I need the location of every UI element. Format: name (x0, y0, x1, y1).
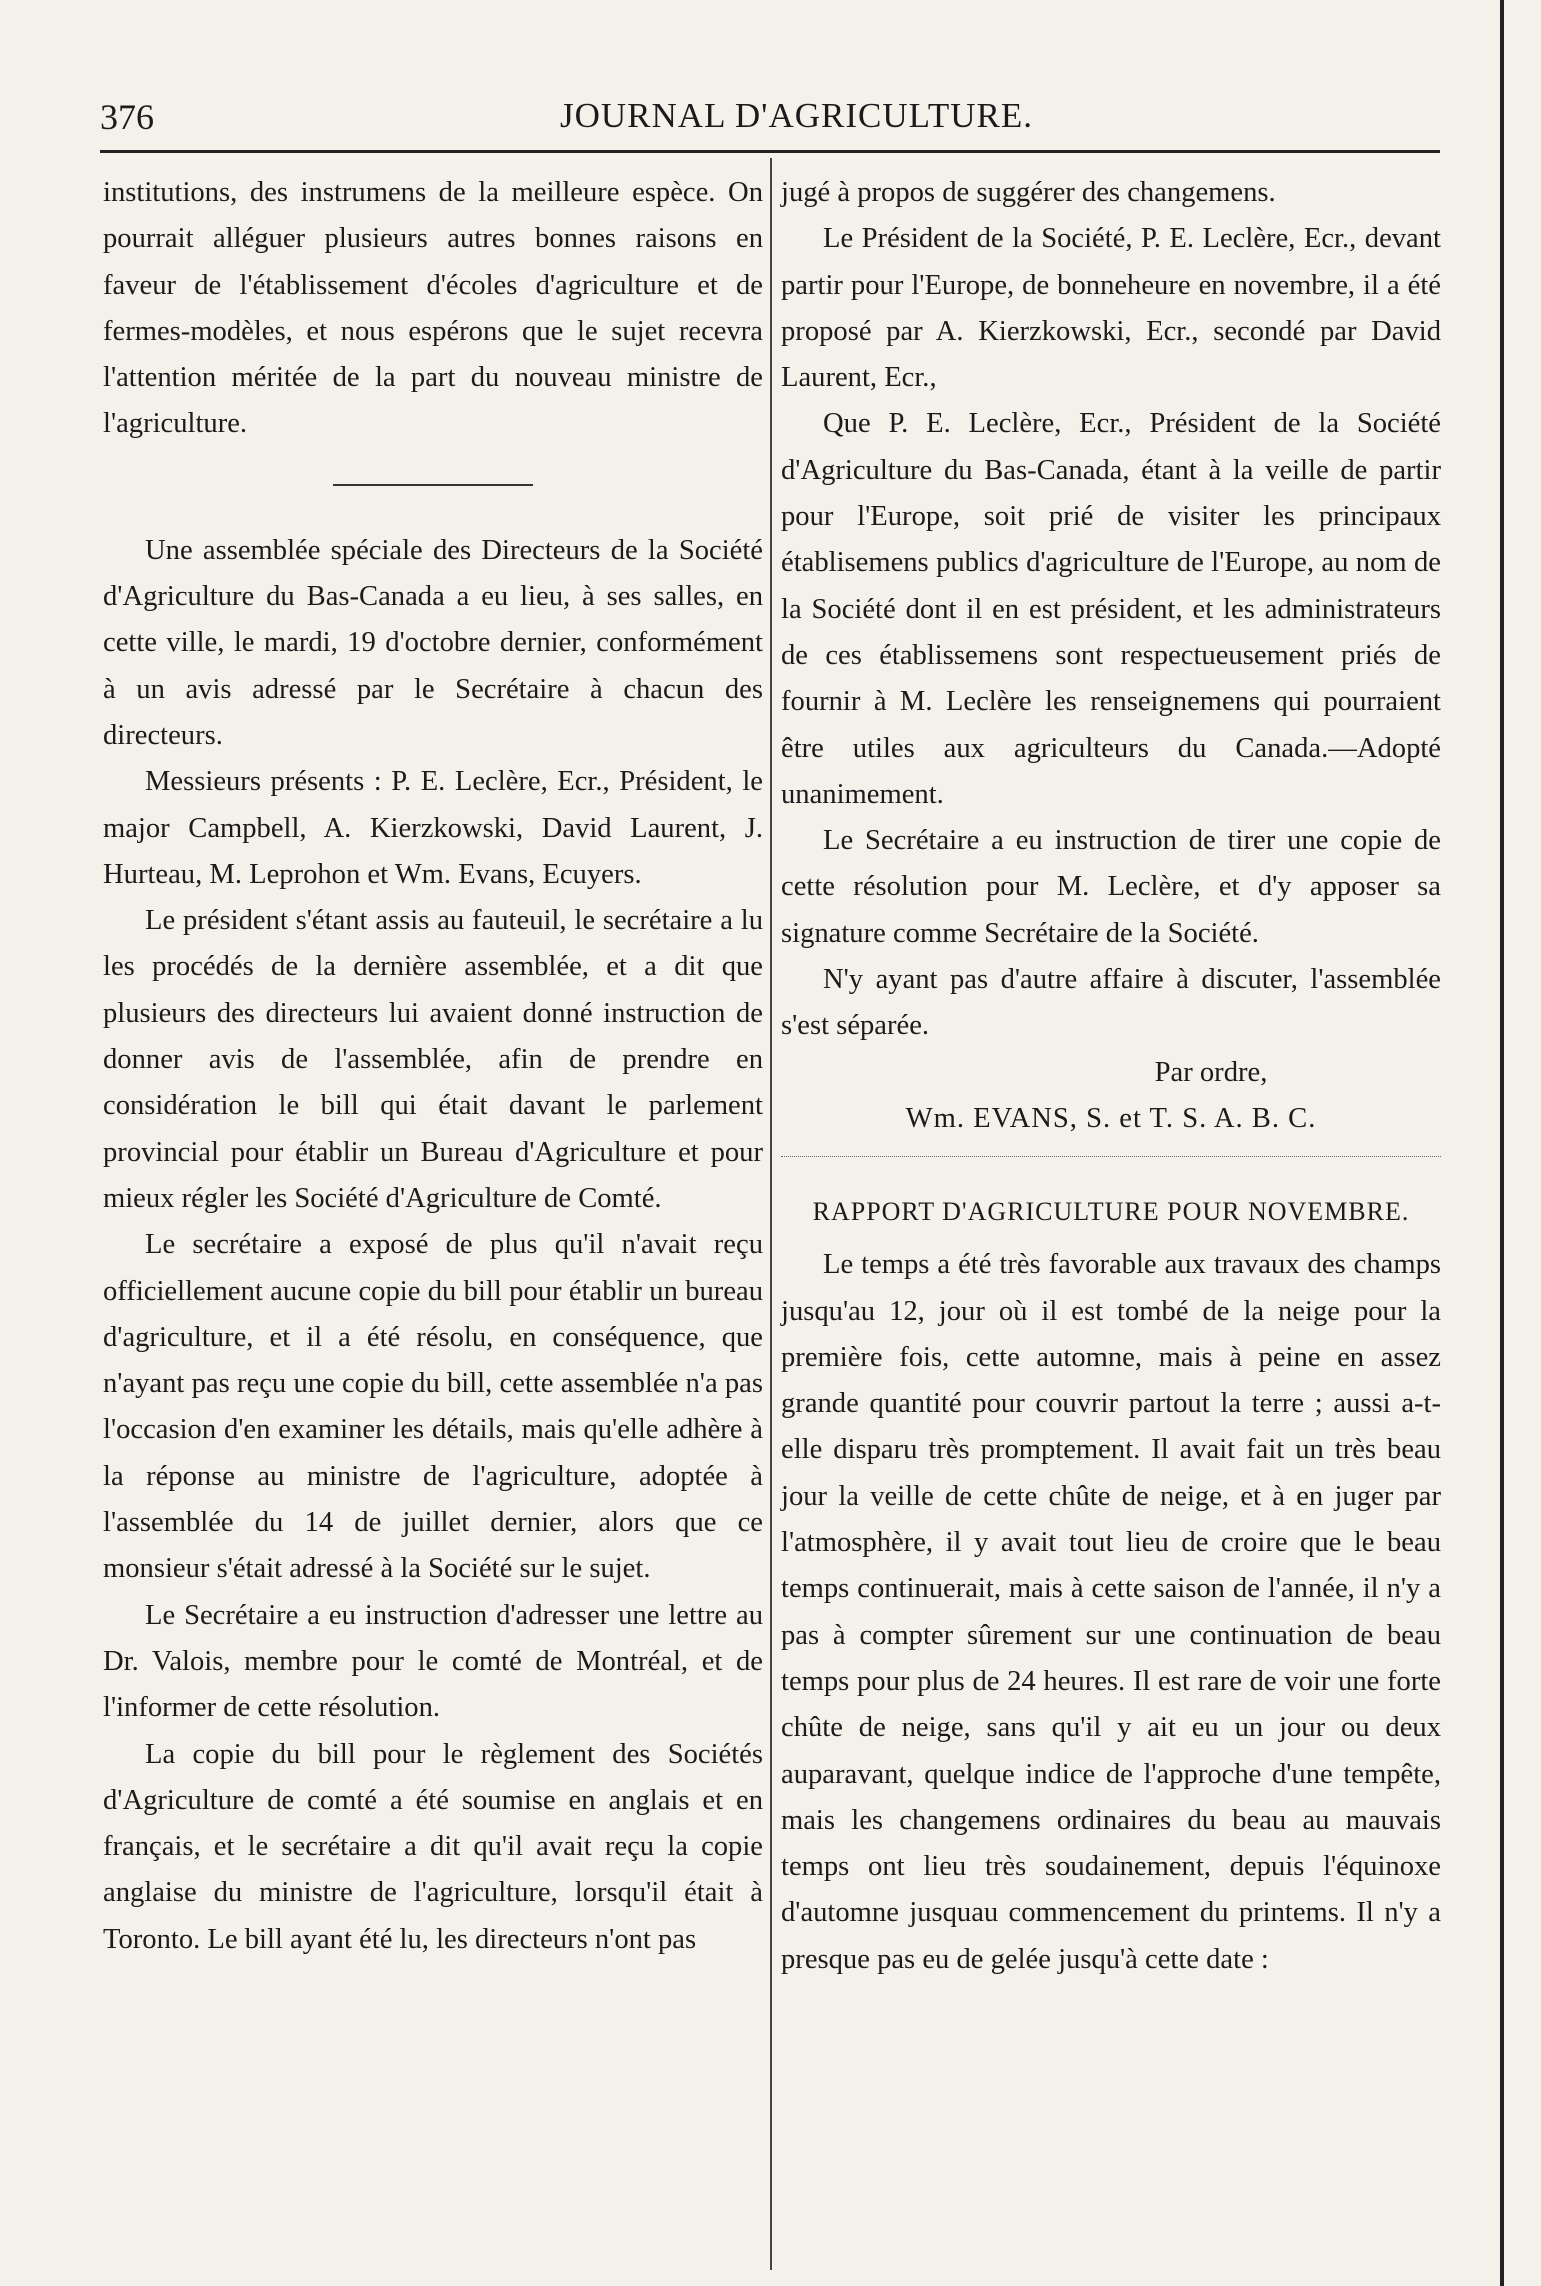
paragraph-weather-report: Le temps a été très favorable aux travaux des champs jusqu'au 12, jour où il est tombé de la neige pour la première fois, cette automne, mais à peine en assez grande quantité pour couvrir partout la terre ; aussi a-t-elle disparu très promptement. Il avait fait un très beau jour la veille de cette chûte de neige, et à en juger par l'atmosphère, il y avait tout lieu de croire que le beau temps continuerait, mais à cette saison de l'année, il n'y a pas à compter sûrement sur une continuation de beau temps pour plus de 24 heures. Il est rare de voir une forte chûte de neige, sans qu'il y ait eu un jour ou deux auparavant, quelque indice de l'approche d'une tempête, mais les changemens ordinaires du beau au mauvais temps ont lieu très soudainement, depuis l'équinoxe d'automne jusquau commencement du printems. Il n'y a presque pas eu de gelée jusqu'à cette date : (781, 1249, 1441, 1975)
paragraph-special-meeting: Une assemblée spéciale des Directeurs de la Société d'Agriculture du Bas-Canada a eu lieu, à ses salles, en cette ville, le mardi, 19 d'octobre dernier, conformément à un avis adressé par le Secrétaire à chacun des directeurs. (103, 534, 763, 751)
par-ordre-line: Par ordre, (1154, 1056, 1268, 1088)
paragraph-bill-copy: La copie du bill pour le règlement des Sociétés d'Agriculture de comté a été soumise en anglais et en français, et le secrétaire a dit qu'il avait reçu la copie anglaise du ministre de l'agriculture, lorsqu'il était à Toronto. Le bill ayant été lu, les directeurs n'ont pas (103, 1738, 763, 1955)
paragraph-adjournment: N'y ayant pas d'autre affaire à discuter, l'assemblée s'est séparée. (781, 964, 1441, 1042)
paragraph-resolution-bill: Le secrétaire a exposé de plus qu'il n'avait reçu officiellement aucune copie du bill pour établir un bureau d'agriculture, et il a été résolu, en conséquence, que n'ayant pas reçu une copie du bill, cette assemblée n'a pas l'occasion d'en examiner les détails, mais qu'elle adhère à la réponse au ministre de l'agriculture, adoptée à l'assemblée du 14 de juillet dernier, alors que ce monsieur s'était adressé à la Société sur le sujet. (103, 1229, 763, 1585)
section-separator-rule (333, 484, 533, 486)
signature-line: Wm. EVANS, S. et T. S. A. B. C. (905, 1102, 1317, 1134)
paragraph-schools: institutions, des instrumens de la meilleure espèce. On pourrait alléguer plusieurs autres bonnes raisons en faveur de l'établissement d'écoles d'agriculture et de fermes-modèles, et nous espérons que le sujet recevra l'attention méritée de la part du nouveau ministre de l'agriculture. (103, 177, 763, 440)
paragraph-attendees: Messieurs présents : P. E. Leclère, Ecr., Président, le major Campbell, A. Kierzkowski, David Laurent, J. Hurteau, M. Leprohon et Wm. Evans, Ecuyers. (103, 766, 763, 890)
paragraph-president-departure: Le Président de la Société, P. E. Leclère, Ecr., devant partir pour l'Europe, de bonneheure en novembre, il a été proposé par A. Kierzkowski, Ecr., secondé par David Laurent, Ecr., (781, 223, 1441, 394)
page-edge-line (1500, 0, 1504, 2286)
paragraph-letter-valois: Le Secrétaire a eu instruction d'adresser une lettre au Dr. Valois, membre pour le comté de Montréal, et de l'informer de cette résolution. (103, 1599, 763, 1724)
paragraph-proceedings: Le président s'étant assis au fauteuil, le secrétaire a lu les procédés de la dernière assemblée, et a dit que plusieurs des directeurs lui avaient donné instruction de donner avis de l'assemblée, afin de prendre en considération le bill qui était davant le parlement provincial pour établir un Bureau d'Agriculture et pour mieux régler les Société d'Agriculture de Comté. (103, 905, 763, 1214)
paragraph-secretary-copy: Le Secrétaire a eu instruction de tirer une copie de cette résolution pour M. Leclère, et d'y apposer sa signature comme Secrétaire de la Société. (781, 825, 1441, 949)
paragraph-resolution-europe: Que P. E. Leclère, Ecr., Président de la Société d'Agriculture du Bas-Canada, étant à la veille de partir pour l'Europe, soit prié de visiter les principaux établisemens publics d'agriculture de l'Europe, au nom de la Société dont il en est président, et les administrateurs de ces établissemens sont respectueusement priés de fournir à M. Leclère les renseignemens qui pourraient être utiles aux agriculteurs du Canada.—Adopté unanimement. (781, 408, 1441, 810)
column-divider (770, 158, 772, 2270)
running-head-title: JOURNAL D'AGRICULTURE. (560, 96, 1033, 135)
right-column (781, 170, 1441, 1983)
header-rule (100, 150, 1440, 153)
section-heading-rapport: RAPPORT D'AGRICULTURE POUR NOVEMBRE. (812, 1197, 1410, 1227)
dotted-separator (781, 1156, 1441, 1158)
page-number: 376 (100, 97, 154, 137)
paragraph-continuation: jugé à propos de suggérer des changemens. (781, 177, 1276, 208)
left-column (103, 170, 763, 1963)
